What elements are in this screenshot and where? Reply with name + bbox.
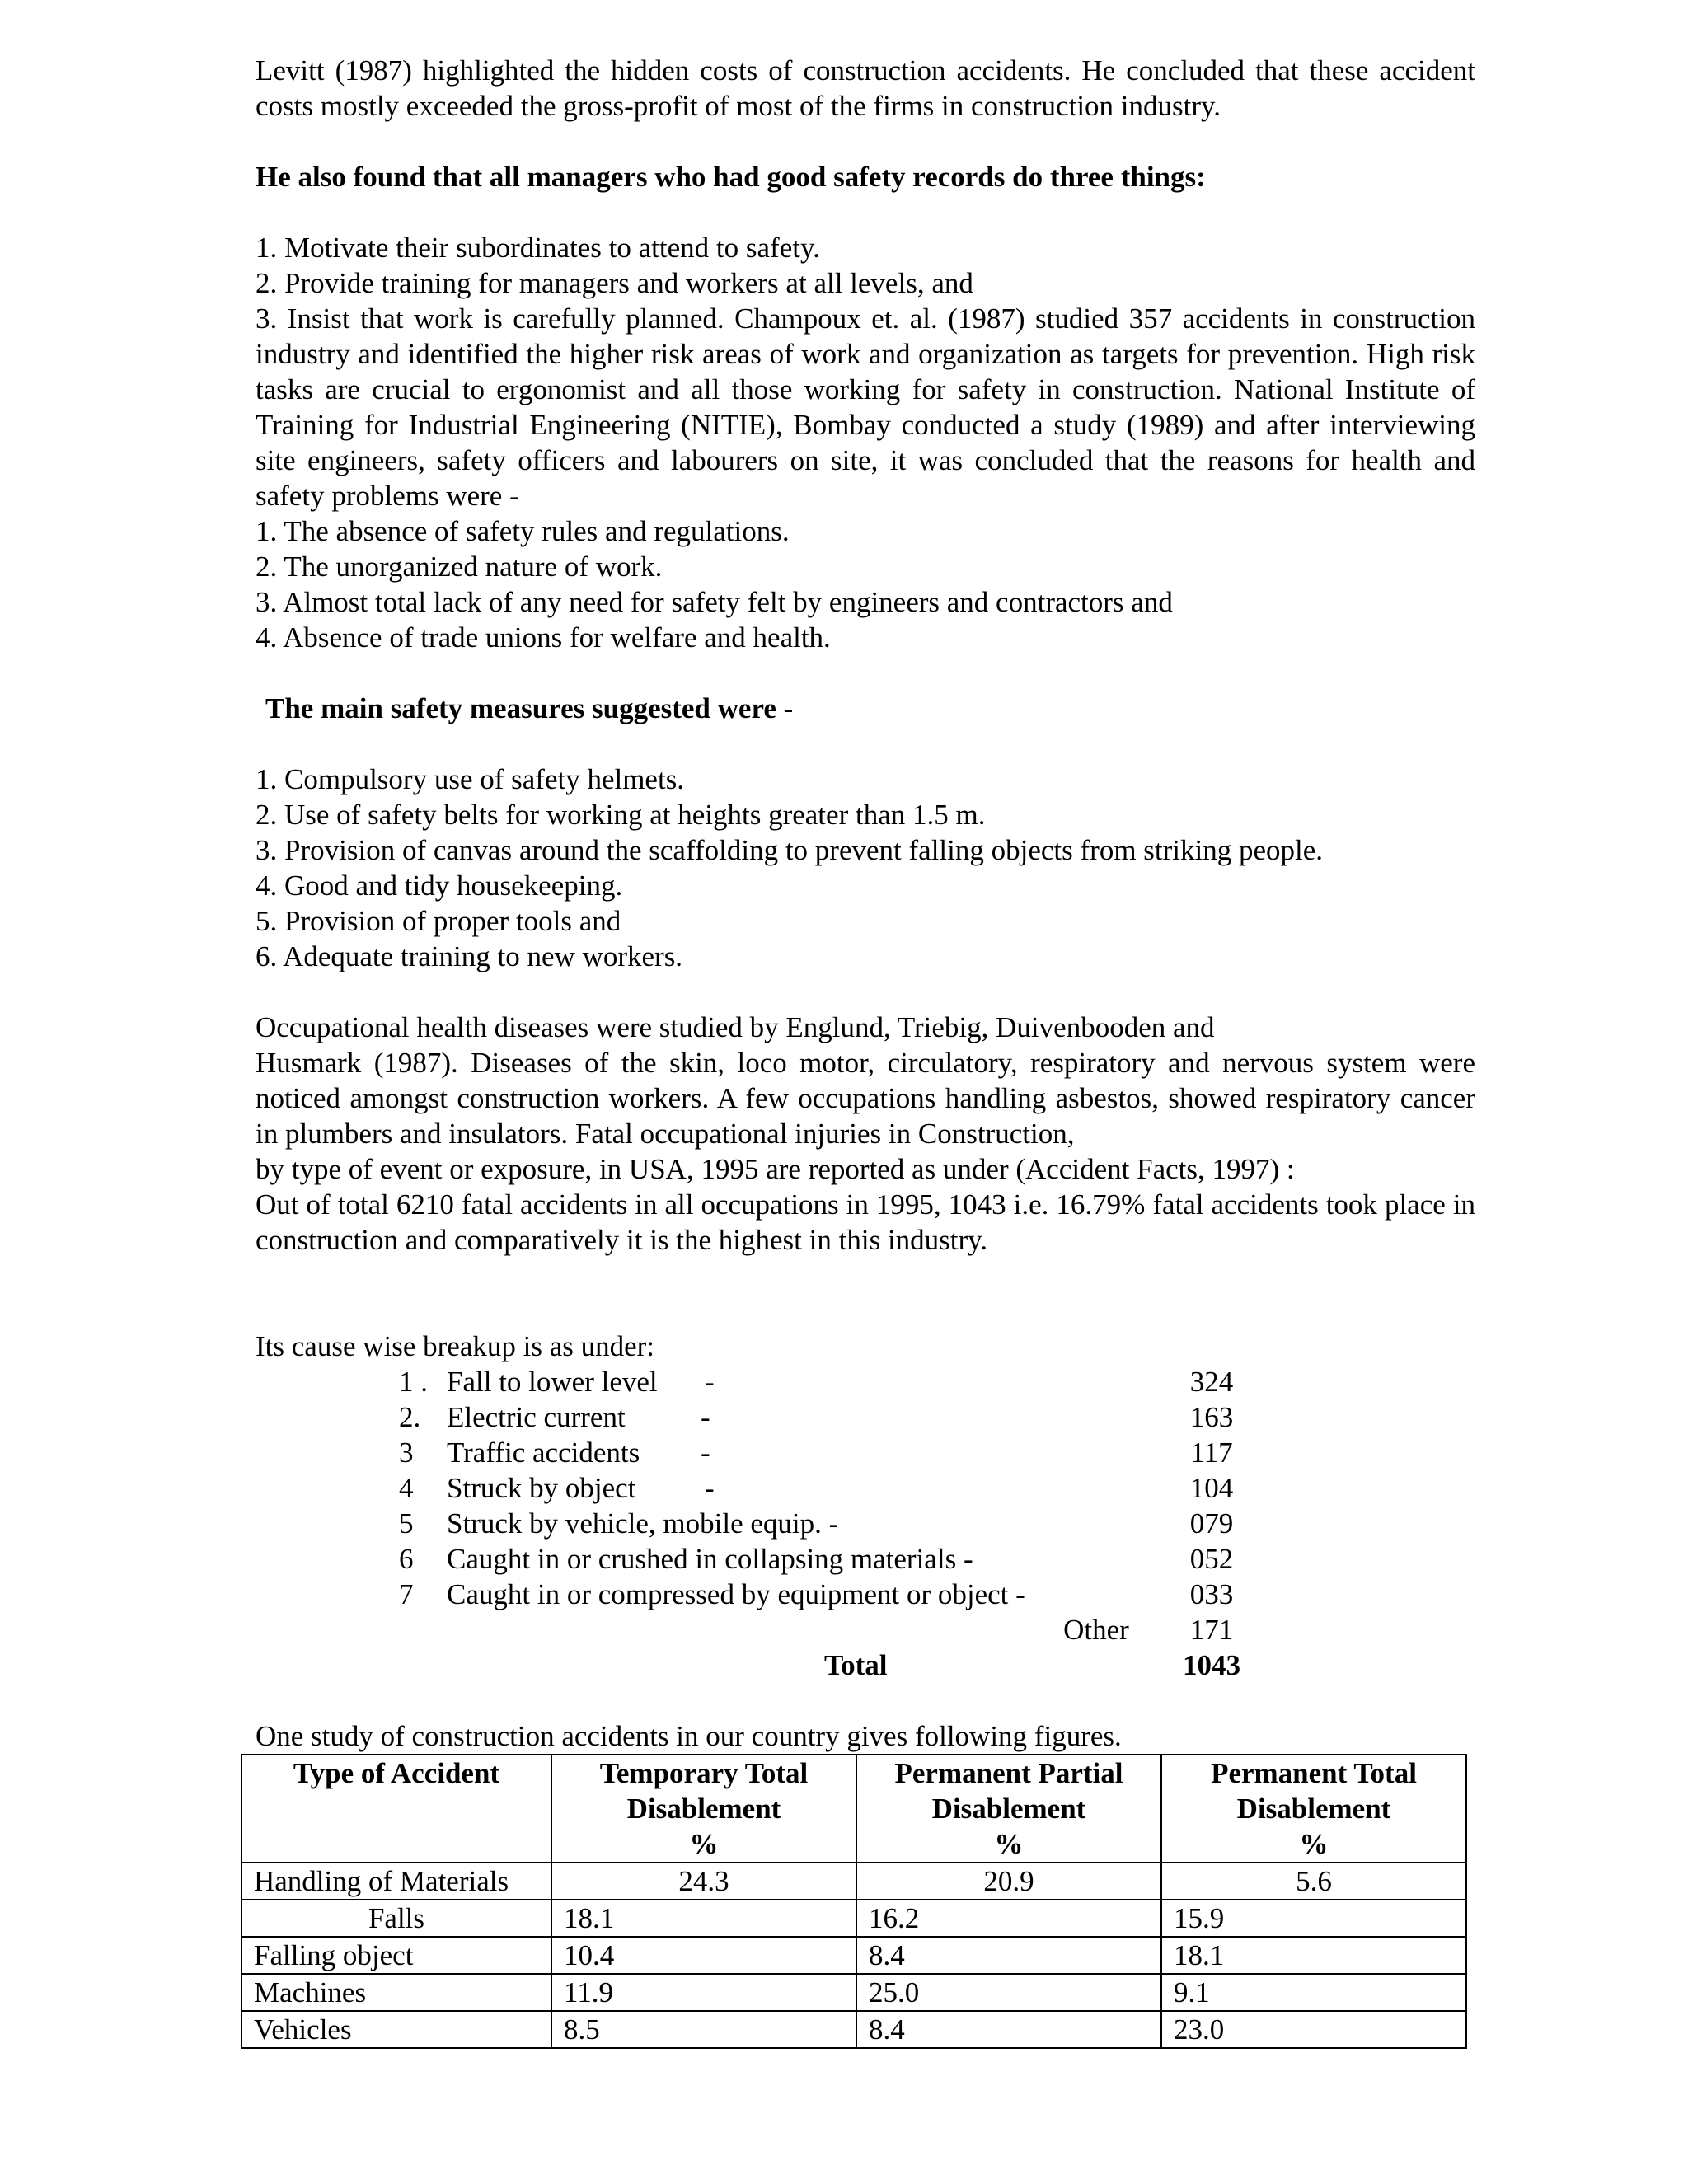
breakup-value: 033 [1189, 1578, 1234, 1610]
reason-item-3: 3. Almost total lack of any need for safety felt by engineers and contractors and [256, 586, 1173, 618]
table-cell: Falling object [241, 1937, 551, 1974]
breakup-dash: - [705, 1472, 715, 1504]
table-cell: 24.3 [551, 1863, 856, 1900]
header-line: Disablement [1236, 1793, 1391, 1825]
header-permanent-partial [856, 1755, 1161, 1863]
breakup-dash: - [701, 1401, 710, 1433]
breakup-label: Caught in or compressed by equipment or object - [447, 1578, 1025, 1610]
table-cell: 10.4 [551, 1937, 856, 1974]
breakup-row [256, 1435, 1475, 1470]
breakup-other-row [256, 1612, 1475, 1647]
reason-item-4: 4. Absence of trade unions for welfare and health. [256, 621, 831, 654]
occupational-paragraph-2: Out of total 6210 fatal accidents in all occupations in 1995, 1043 i.e. 16.79% fatal accidents took place in construction and comparatively it is the highest in this industry. [256, 1188, 1475, 1256]
breakup-num: 7 [399, 1578, 414, 1610]
managers-item-3-paragraph: 3. Insist that work is carefully planned. Champoux et. al. (1987) studied 357 accidents in construction industry and identified the higher risk areas of work and organization as targets for prevention. High risk tasks are crucial to ergonomist and all those working for safety in construction. National Institute of Training for Industrial Engineering (NITIE), Bombay conducted a study (1989) and after interviewing site engineers, safety officers and labourers on site, it was concluded that the reasons for health and safety problems were - [256, 302, 1475, 512]
occupational-line-2: by type of event or exposure, in USA, 1995 are reported as under (Accident Facts, 1997) : [256, 1153, 1295, 1185]
table-cell: 16.2 [856, 1900, 1161, 1937]
measure-item-5: 5. Provision of proper tools and [256, 905, 621, 937]
occupational-paragraph: Husmark (1987). Diseases of the skin, loco motor, circulatory, respiratory and nervous system were noticed amongst construction workers. A few occupations handling asbestos, showed respiratory cancer in plumbers and insulators. Fatal occupational injuries in Construction, [256, 1047, 1475, 1150]
header-line: Disablement [626, 1793, 781, 1825]
table-cell: 18.1 [1161, 1937, 1466, 1974]
breakup-dash: - [701, 1436, 710, 1469]
breakup-total-value: 1043 [1183, 1649, 1240, 1681]
breakup-num: 4 [399, 1472, 414, 1504]
table-cell: Machines [241, 1974, 551, 2011]
table-cell: 25.0 [856, 1974, 1161, 2011]
measure-item-4: 4. Good and tidy housekeeping. [256, 869, 623, 902]
breakup-row [256, 1506, 1475, 1541]
breakup-other-value: 171 [1189, 1614, 1234, 1646]
breakup-value: 163 [1189, 1401, 1234, 1433]
table-cell: 5.6 [1161, 1863, 1466, 1900]
table-row [241, 2011, 1466, 2048]
table-cell: 8.4 [856, 1937, 1161, 1974]
table-cell: 23.0 [1161, 2011, 1466, 2048]
table-cell: Falls [241, 1900, 551, 1937]
breakup-row [256, 1399, 1475, 1435]
breakup-label: Caught in or crushed in collapsing materials - [447, 1543, 973, 1575]
measure-item-3: 3. Provision of canvas around the scaffolding to prevent falling objects from striking people. [256, 834, 1324, 866]
table-row [241, 1900, 1466, 1937]
table-header-row [241, 1755, 1466, 1863]
table-cell: 11.9 [551, 1974, 856, 2011]
header-line: % [1299, 1828, 1329, 1860]
breakup-label: Electric current [447, 1401, 626, 1433]
header-line: Permanent Partial [894, 1757, 1123, 1789]
study-intro: One study of construction accidents in our country gives following figures. [256, 1720, 1122, 1752]
breakup-label: Traffic accidents [447, 1436, 640, 1469]
managers-item-1: 1. Motivate their subordinates to attend to safety. [256, 232, 820, 264]
breakup-num: 1 . [399, 1366, 428, 1398]
intro-paragraph: Levitt (1987) highlighted the hidden costs of construction accidents. He concluded that these accident costs mostly exceeded the gross-profit of most of the firms in construction industry. [256, 54, 1475, 122]
breakup-row [256, 1470, 1475, 1506]
breakup-value: 104 [1189, 1472, 1234, 1504]
reason-item-2: 2. The unorganized nature of work. [256, 551, 663, 583]
managers-heading: He also found that all managers who had good safety records do three things: [256, 161, 1206, 193]
table-cell: 8.4 [856, 2011, 1161, 2048]
breakup-row [256, 1541, 1475, 1577]
occupational-line-1: Occupational health diseases were studied by Englund, Triebig, Duivenbooden and [256, 1011, 1215, 1043]
breakup-total-row [256, 1647, 1475, 1683]
breakup-num: 2. [399, 1401, 421, 1433]
measure-item-1: 1. Compulsory use of safety helmets. [256, 763, 685, 795]
header-temporary-total [551, 1755, 856, 1863]
study-table-wrapper [256, 1754, 1475, 2050]
breakup-value: 117 [1190, 1436, 1233, 1469]
reason-item-1: 1. The absence of safety rules and regulations. [256, 515, 790, 547]
breakup-total-label: Total [824, 1649, 888, 1681]
header-line: Type of Accident [293, 1757, 500, 1789]
table-row [241, 1863, 1466, 1900]
table-cell: 15.9 [1161, 1900, 1466, 1937]
breakup-dash: - [705, 1366, 715, 1398]
breakup-row [256, 1364, 1475, 1399]
breakup-label: Fall to lower level [447, 1366, 658, 1398]
document-page [256, 53, 1475, 2050]
breakup-num: 6 [399, 1543, 414, 1575]
table-cell: 20.9 [856, 1863, 1161, 1900]
header-line: Temporary Total [599, 1757, 809, 1789]
table-cell: 9.1 [1161, 1974, 1466, 2011]
header-type-of-accident [241, 1755, 551, 1863]
header-line: Permanent Total [1211, 1757, 1417, 1789]
table-cell: 8.5 [551, 2011, 856, 2048]
table-cell: Vehicles [241, 2011, 551, 2048]
breakup-intro: Its cause wise breakup is as under: [256, 1330, 655, 1362]
breakup-value: 079 [1189, 1507, 1234, 1540]
header-line: Disablement [931, 1793, 1086, 1825]
table-cell: 18.1 [551, 1900, 856, 1937]
measure-item-6: 6. Adequate training to new workers. [256, 940, 683, 972]
breakup-other-label: Other [1063, 1614, 1129, 1646]
managers-item-2: 2. Provide training for managers and workers at all levels, and [256, 267, 973, 299]
breakup-label: Struck by object [447, 1472, 636, 1504]
header-line: % [689, 1828, 719, 1860]
table-cell: Handling of Materials [241, 1863, 551, 1900]
accident-table [241, 1754, 1467, 2049]
cause-breakup-list [256, 1364, 1475, 1647]
measure-item-2: 2. Use of safety belts for working at heights greater than 1.5 m. [256, 799, 986, 831]
table-row [241, 1937, 1466, 1974]
breakup-label: Struck by vehicle, mobile equip. - [447, 1507, 839, 1540]
table-row [241, 1974, 1466, 2011]
breakup-num: 5 [399, 1507, 414, 1540]
breakup-value: 324 [1189, 1366, 1234, 1398]
breakup-value: 052 [1189, 1543, 1234, 1575]
header-permanent-total [1161, 1755, 1466, 1863]
measures-heading: The main safety measures suggested were - [265, 692, 794, 724]
breakup-num: 3 [399, 1436, 414, 1469]
header-line: % [994, 1828, 1024, 1860]
breakup-row [256, 1577, 1475, 1612]
